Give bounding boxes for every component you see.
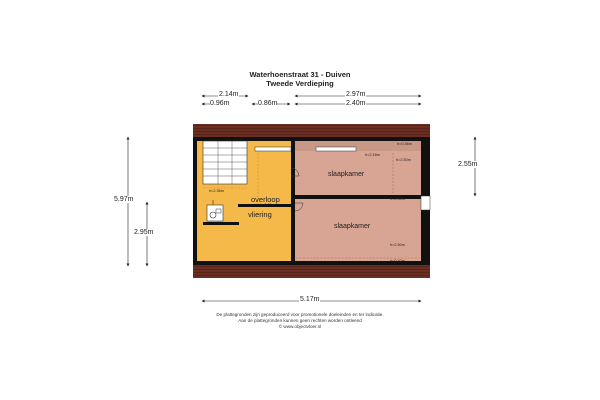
window-right xyxy=(421,196,430,210)
dim-top-sub-1: 0.96m xyxy=(210,100,230,107)
room-label-vliering: vliering xyxy=(248,210,272,219)
skylight-bedroom xyxy=(316,147,356,151)
height-label: h=2.50m xyxy=(390,243,405,247)
height-label: h=0.40m xyxy=(390,259,405,263)
room-label-slaapkamer-bottom: slaapkamer xyxy=(334,223,371,230)
dim-left-total: 5.97m xyxy=(114,196,134,203)
dim-right: 2.55m xyxy=(458,161,478,168)
disclaimer-line-3: © www.objectvloer.nl xyxy=(278,324,322,330)
height-label: h=2.50m xyxy=(396,158,411,162)
disclaimer-line-1: De plattegronden zijn geproduceerd voor promotionele doeleinden en ter indicatie. xyxy=(216,312,384,317)
plan-floor-title: Tweede Verdieping xyxy=(266,79,334,88)
staircase xyxy=(203,141,247,184)
roof-bottom xyxy=(193,265,430,278)
slaapkamer-bottom-area xyxy=(295,199,421,261)
dim-left-sub: 2.95m xyxy=(134,229,154,236)
height-label: h=2.18m xyxy=(365,153,380,157)
room-label-overloop: overloop xyxy=(251,195,280,204)
height-label: h=0.36m xyxy=(397,142,412,146)
disclaimer xyxy=(0,312,600,331)
height-label: h=2.50m xyxy=(390,197,405,201)
height-label: h=2.36m xyxy=(209,189,224,193)
dim-top-left-total: 2.14m xyxy=(219,91,239,98)
skylight-hall xyxy=(255,147,291,151)
disclaimer-line-2: Aan de plattegronden kunnen geen rechten worden ontleend xyxy=(238,318,362,324)
dim-top-right-total: 2.97m xyxy=(346,91,366,98)
dim-top-sub-3: 2.40m xyxy=(346,100,366,107)
plan-address-title: Waterhoenstraat 31 - Duiven xyxy=(249,70,351,79)
dim-top-sub-2: 0.86m xyxy=(258,100,278,107)
height-label: h=2.31m xyxy=(260,203,275,207)
room-label-slaapkamer-top: slaapkamer xyxy=(328,171,365,178)
roof-top xyxy=(193,124,430,137)
dim-bottom: 5.17m xyxy=(300,296,320,303)
